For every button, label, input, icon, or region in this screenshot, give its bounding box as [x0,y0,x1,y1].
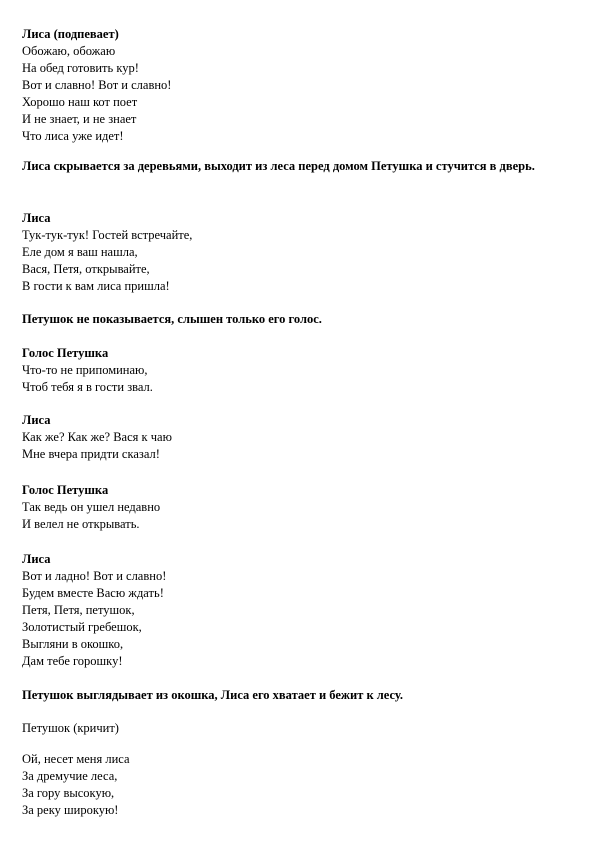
stage-direction-fox-grabs: Петушок выглядывает из окошка, Лиса его хватает и бежит к лесу. [22,688,404,702]
verse-fox-call: Вот и ладно! Вот и славно! Будем вместе Васю ждать! Петя, Петя, петушок, Золотистый гребешок, Выгляни в окошко, Дам тебе горошку! [22,569,167,668]
stage-direction-voice-only: Петушок не показывается, слышен только его голос. [22,312,322,326]
speaker-fox: Лиса [22,211,51,225]
verse-rooster-warning: Так ведь он ушел недавно И велел не открывать. [22,500,161,531]
verse-fox-song: Обожаю, обожаю На обед готовить кур! Вот и славно! Вот и славно! Хорошо наш кот поет И не знает, и не знает Что лиса уже идет! [22,44,172,143]
stage-direction-fox-knocks: Лиса скрывается за деревьями, выходит из леса перед домом Петушка и стучится в дверь. [22,159,535,173]
verse-fox-knock: Тук-тук-тук! Гостей встречайте, Еле дом я ваш нашла, Вася, Петя, открывайте, В гости к вам лиса пришла! [22,228,193,293]
speaker-fox: Лиса [22,413,51,427]
speaker-fox: Лиса [22,552,51,566]
verse-rooster-reply: Что-то не припоминаю, Чтоб тебя я в гости звал. [22,363,153,394]
speaker-fox-singing: Лиса (подпевает) [22,27,119,41]
speaker-rooster-voice: Голос Петушка [22,346,109,360]
verse-rooster-cry: Ой, несет меня лиса За дремучие леса, За гору высокую, За реку широкую! [22,752,130,817]
speaker-rooster-crying: Петушок (кричит) [22,721,119,735]
verse-fox-tea: Как же? Как же? Вася к чаю Мне вчера придти сказал! [22,430,172,461]
speaker-rooster-voice: Голос Петушка [22,483,109,497]
